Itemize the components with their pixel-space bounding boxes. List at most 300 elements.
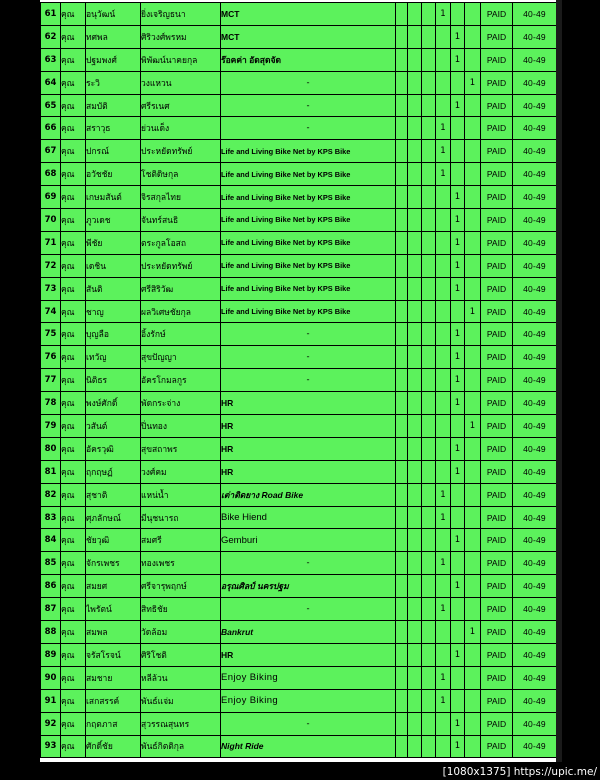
payment-status-cell: PAID [481, 552, 513, 575]
payment-status-cell: PAID [481, 3, 513, 26]
table-row [41, 71, 557, 94]
table-row [41, 460, 557, 483]
category-mark-cell [465, 163, 481, 186]
team-cell: เต่าติดยาง Road Bike [221, 483, 396, 506]
row-number: 62 [41, 25, 61, 48]
row-number: 75 [41, 323, 61, 346]
category-mark-cell [422, 666, 436, 689]
row-number: 86 [41, 575, 61, 598]
category-mark-cell [436, 186, 451, 209]
table-row [41, 575, 557, 598]
title-cell: คุณ [61, 621, 86, 644]
image-host-watermark: [1080x1375] https://upic.me/ [442, 766, 597, 778]
payment-status-cell: PAID [481, 346, 513, 369]
table-row [41, 483, 557, 506]
row-number: 83 [41, 506, 61, 529]
first-name-cell: เสกสรรค์ [86, 689, 141, 712]
last-name-cell: ศิริโชติ [141, 643, 221, 666]
category-mark-cell [436, 735, 451, 758]
first-name-cell: ศุภลักษณ์ [86, 506, 141, 529]
table-row [41, 689, 557, 712]
payment-status-cell: PAID [481, 529, 513, 552]
category-mark-cell [408, 437, 422, 460]
title-cell: คุณ [61, 140, 86, 163]
category-mark-cell: 1 [451, 735, 465, 758]
first-name-cell: กฤตภาส [86, 712, 141, 735]
table-row [41, 3, 557, 26]
category-mark-cell [396, 71, 408, 94]
age-group-cell: 40-49 [513, 140, 557, 163]
category-mark-cell [422, 277, 436, 300]
payment-status-cell: PAID [481, 71, 513, 94]
payment-status-cell: PAID [481, 117, 513, 140]
age-group-cell: 40-49 [513, 735, 557, 758]
payment-status-cell: PAID [481, 209, 513, 232]
category-mark-cell: 1 [451, 323, 465, 346]
row-number: 65 [41, 94, 61, 117]
category-mark-cell [396, 392, 408, 415]
category-mark-cell: 1 [451, 575, 465, 598]
table-row [41, 621, 557, 644]
payment-status-cell: PAID [481, 48, 513, 71]
category-mark-cell [396, 323, 408, 346]
category-mark-cell [451, 163, 465, 186]
category-mark-cell: 1 [436, 689, 451, 712]
payment-status-cell: PAID [481, 140, 513, 163]
category-mark-cell [408, 415, 422, 438]
row-number: 74 [41, 300, 61, 323]
row-number: 84 [41, 529, 61, 552]
category-mark-cell [408, 48, 422, 71]
category-mark-cell [422, 3, 436, 26]
row-number: 71 [41, 231, 61, 254]
category-mark-cell [422, 437, 436, 460]
category-mark-cell: 1 [436, 163, 451, 186]
row-number: 73 [41, 277, 61, 300]
first-name-cell: เทวัญ [86, 346, 141, 369]
team-cell: Bike Hiend [221, 506, 396, 529]
category-mark-cell [465, 712, 481, 735]
title-cell: คุณ [61, 71, 86, 94]
first-name-cell: สมยศ [86, 575, 141, 598]
category-mark-cell [465, 231, 481, 254]
category-mark-cell [465, 323, 481, 346]
participant-table [40, 2, 557, 758]
first-name-cell: ภูวเดช [86, 209, 141, 232]
payment-status-cell: PAID [481, 483, 513, 506]
title-cell: คุณ [61, 506, 86, 529]
category-mark-cell [436, 94, 451, 117]
team-cell: MCT [221, 25, 396, 48]
category-mark-cell [451, 71, 465, 94]
last-name-cell: จันทร์สนธิ [141, 209, 221, 232]
last-name-cell: จิรสกุลไทย [141, 186, 221, 209]
category-mark-cell: 1 [436, 506, 451, 529]
row-number: 80 [41, 437, 61, 460]
title-cell: คุณ [61, 277, 86, 300]
last-name-cell: พิพัฒน์นาคยกุล [141, 48, 221, 71]
category-mark-cell [408, 3, 422, 26]
category-mark-cell [408, 735, 422, 758]
last-name-cell: ศรีจารุพฤกษ์ [141, 575, 221, 598]
table-row [41, 140, 557, 163]
payment-status-cell: PAID [481, 25, 513, 48]
last-name-cell: ประหยัดทรัพย์ [141, 254, 221, 277]
last-name-cell: พัดกระจ่าง [141, 392, 221, 415]
last-name-cell: ประหยัดทรัพย์ [141, 140, 221, 163]
age-group-cell: 40-49 [513, 163, 557, 186]
category-mark-cell [422, 94, 436, 117]
last-name-cell: โชติดิษกุล [141, 163, 221, 186]
team-cell: Life and Living Bike Net by KPS Bike [221, 231, 396, 254]
category-mark-cell [396, 186, 408, 209]
last-name-cell: ย่วนเด็ง [141, 117, 221, 140]
category-mark-cell [408, 643, 422, 666]
category-mark-cell: 1 [465, 621, 481, 644]
category-mark-cell: 1 [451, 25, 465, 48]
table-row [41, 323, 557, 346]
category-mark-cell [451, 552, 465, 575]
row-number: 70 [41, 209, 61, 232]
payment-status-cell: PAID [481, 621, 513, 644]
table-row [41, 209, 557, 232]
last-name-cell: สมศรี [141, 529, 221, 552]
category-mark-cell [422, 598, 436, 621]
title-cell: คุณ [61, 666, 86, 689]
row-number: 64 [41, 71, 61, 94]
category-mark-cell [396, 163, 408, 186]
category-mark-cell [396, 643, 408, 666]
last-name-cell: สุขสถาพร [141, 437, 221, 460]
payment-status-cell: PAID [481, 163, 513, 186]
category-mark-cell [465, 689, 481, 712]
category-mark-cell [408, 575, 422, 598]
table-row [41, 369, 557, 392]
category-mark-cell [422, 48, 436, 71]
category-mark-cell [436, 575, 451, 598]
team-cell: Life and Living Bike Net by KPS Bike [221, 186, 396, 209]
table-row [41, 643, 557, 666]
category-mark-cell: 1 [436, 117, 451, 140]
category-mark-cell [396, 712, 408, 735]
category-mark-cell [465, 346, 481, 369]
category-mark-cell [408, 254, 422, 277]
table-row [41, 277, 557, 300]
first-name-cell: สมบัติ [86, 94, 141, 117]
payment-status-cell: PAID [481, 506, 513, 529]
category-mark-cell [408, 460, 422, 483]
first-name-cell: อวัชชัย [86, 163, 141, 186]
title-cell: คุณ [61, 437, 86, 460]
first-name-cell: จรัสโรจน์ [86, 643, 141, 666]
payment-status-cell: PAID [481, 460, 513, 483]
category-mark-cell [465, 437, 481, 460]
category-mark-cell [436, 209, 451, 232]
category-mark-cell: 1 [451, 437, 465, 460]
team-cell: - [221, 598, 396, 621]
category-mark-cell: 1 [465, 71, 481, 94]
last-name-cell: สุขปัญญา [141, 346, 221, 369]
last-name-cell: สุวรรณสุนทร [141, 712, 221, 735]
category-mark-cell [396, 437, 408, 460]
title-cell: คุณ [61, 369, 86, 392]
first-name-cell: ปฐมพงศ์ [86, 48, 141, 71]
age-group-cell: 40-49 [513, 529, 557, 552]
first-name-cell: ปกรณ์ [86, 140, 141, 163]
category-mark-cell [408, 598, 422, 621]
table-row [41, 506, 557, 529]
title-cell: คุณ [61, 323, 86, 346]
title-cell: คุณ [61, 117, 86, 140]
category-mark-cell [408, 231, 422, 254]
team-cell: - [221, 94, 396, 117]
team-cell: Life and Living Bike Net by KPS Bike [221, 140, 396, 163]
table-row [41, 735, 557, 758]
category-mark-cell [451, 3, 465, 26]
category-mark-cell [465, 552, 481, 575]
category-mark-cell [436, 300, 451, 323]
payment-status-cell: PAID [481, 186, 513, 209]
category-mark-cell [436, 48, 451, 71]
row-number: 92 [41, 712, 61, 735]
category-mark-cell [436, 25, 451, 48]
category-mark-cell [465, 3, 481, 26]
category-mark-cell: 1 [465, 415, 481, 438]
category-mark-cell [422, 254, 436, 277]
category-mark-cell [465, 529, 481, 552]
age-group-cell: 40-49 [513, 186, 557, 209]
title-cell: คุณ [61, 552, 86, 575]
payment-status-cell: PAID [481, 323, 513, 346]
category-mark-cell [465, 735, 481, 758]
table-row [41, 117, 557, 140]
category-mark-cell [408, 71, 422, 94]
table-row [41, 437, 557, 460]
category-mark-cell [408, 689, 422, 712]
category-mark-cell [396, 735, 408, 758]
first-name-cell: อนุวัฒน์ [86, 3, 141, 26]
category-mark-cell [408, 712, 422, 735]
category-mark-cell [408, 25, 422, 48]
team-cell: Life and Living Bike Net by KPS Bike [221, 277, 396, 300]
age-group-cell: 40-49 [513, 117, 557, 140]
category-mark-cell [408, 483, 422, 506]
table-row [41, 48, 557, 71]
category-mark-cell [451, 666, 465, 689]
age-group-cell: 40-49 [513, 392, 557, 415]
last-name-cell: พันธ์กิตติกุล [141, 735, 221, 758]
category-mark-cell [436, 392, 451, 415]
category-mark-cell [465, 598, 481, 621]
category-mark-cell [465, 117, 481, 140]
row-number: 72 [41, 254, 61, 277]
last-name-cell: ผลวิเศษชัยกุล [141, 300, 221, 323]
category-mark-cell [396, 598, 408, 621]
category-mark-cell [451, 621, 465, 644]
title-cell: คุณ [61, 186, 86, 209]
category-mark-cell [408, 346, 422, 369]
category-mark-cell [396, 346, 408, 369]
table-row [41, 231, 557, 254]
category-mark-cell [408, 94, 422, 117]
row-number: 61 [41, 3, 61, 26]
category-mark-cell [422, 231, 436, 254]
age-group-cell: 40-49 [513, 209, 557, 232]
category-mark-cell [408, 323, 422, 346]
first-name-cell: พีชัย [86, 231, 141, 254]
last-name-cell: วงแหวน [141, 71, 221, 94]
age-group-cell: 40-49 [513, 346, 557, 369]
category-mark-cell: 1 [451, 346, 465, 369]
category-mark-cell [396, 209, 408, 232]
category-mark-cell: 1 [451, 712, 465, 735]
category-mark-cell [436, 254, 451, 277]
category-mark-cell [465, 392, 481, 415]
team-cell: Life and Living Bike Net by KPS Bike [221, 300, 396, 323]
age-group-cell: 40-49 [513, 552, 557, 575]
category-mark-cell [396, 25, 408, 48]
category-mark-cell [408, 117, 422, 140]
category-mark-cell [451, 506, 465, 529]
category-mark-cell [396, 483, 408, 506]
last-name-cell: แหน่น้ำ [141, 483, 221, 506]
first-name-cell: ชัยวุฒิ [86, 529, 141, 552]
age-group-cell: 40-49 [513, 254, 557, 277]
last-name-cell: อัครโกมลกูร [141, 369, 221, 392]
age-group-cell: 40-49 [513, 323, 557, 346]
first-name-cell: ฤกฤษฏ์ [86, 460, 141, 483]
first-name-cell: เดชิน [86, 254, 141, 277]
category-mark-cell: 1 [451, 369, 465, 392]
payment-status-cell: PAID [481, 666, 513, 689]
first-name-cell: สมชาย [86, 666, 141, 689]
team-cell: Life and Living Bike Net by KPS Bike [221, 163, 396, 186]
team-cell: Life and Living Bike Net by KPS Bike [221, 254, 396, 277]
category-mark-cell: 1 [436, 666, 451, 689]
category-mark-cell [465, 140, 481, 163]
category-mark-cell [436, 437, 451, 460]
age-group-cell: 40-49 [513, 437, 557, 460]
row-number: 67 [41, 140, 61, 163]
category-mark-cell [422, 323, 436, 346]
age-group-cell: 40-49 [513, 598, 557, 621]
category-mark-cell [396, 529, 408, 552]
age-group-cell: 40-49 [513, 460, 557, 483]
last-name-cell: อิ้งรักษ์ [141, 323, 221, 346]
age-group-cell: 40-49 [513, 643, 557, 666]
category-mark-cell [465, 25, 481, 48]
last-name-cell: ศิริวงศ์พรหม [141, 25, 221, 48]
first-name-cell: สุชาติ [86, 483, 141, 506]
category-mark-cell [396, 575, 408, 598]
category-mark-cell [436, 529, 451, 552]
age-group-cell: 40-49 [513, 94, 557, 117]
last-name-cell: สิทธิชัย [141, 598, 221, 621]
category-mark-cell [408, 209, 422, 232]
row-number: 79 [41, 415, 61, 438]
first-name-cell: ทศพล [86, 25, 141, 48]
title-cell: คุณ [61, 209, 86, 232]
category-mark-cell [465, 460, 481, 483]
category-mark-cell [422, 71, 436, 94]
row-number: 90 [41, 666, 61, 689]
category-mark-cell [422, 300, 436, 323]
category-mark-cell: 1 [436, 552, 451, 575]
row-number: 78 [41, 392, 61, 415]
age-group-cell: 40-49 [513, 25, 557, 48]
team-cell: HR [221, 392, 396, 415]
team-cell: - [221, 552, 396, 575]
category-mark-cell [396, 666, 408, 689]
category-mark-cell: 1 [451, 94, 465, 117]
category-mark-cell [436, 621, 451, 644]
first-name-cell: อัครวุฒิ [86, 437, 141, 460]
category-mark-cell [465, 506, 481, 529]
category-mark-cell [436, 346, 451, 369]
page-edge [556, 0, 562, 762]
row-number: 66 [41, 117, 61, 140]
category-mark-cell [465, 186, 481, 209]
category-mark-cell [451, 140, 465, 163]
category-mark-cell: 1 [436, 483, 451, 506]
team-cell: Gemburi [221, 529, 396, 552]
category-mark-cell [436, 369, 451, 392]
payment-status-cell: PAID [481, 437, 513, 460]
category-mark-cell [396, 689, 408, 712]
last-name-cell: ทองเพชร [141, 552, 221, 575]
category-mark-cell [436, 231, 451, 254]
category-mark-cell: 1 [436, 598, 451, 621]
category-mark-cell [396, 369, 408, 392]
table-row [41, 25, 557, 48]
row-number: 68 [41, 163, 61, 186]
category-mark-cell [422, 392, 436, 415]
category-mark-cell [396, 48, 408, 71]
last-name-cell: ปิ่นทอง [141, 415, 221, 438]
category-mark-cell: 1 [451, 254, 465, 277]
category-mark-cell [408, 186, 422, 209]
row-number: 69 [41, 186, 61, 209]
age-group-cell: 40-49 [513, 277, 557, 300]
age-group-cell: 40-49 [513, 712, 557, 735]
category-mark-cell [422, 529, 436, 552]
category-mark-cell [422, 460, 436, 483]
category-mark-cell [408, 300, 422, 323]
table-row [41, 163, 557, 186]
category-mark-cell [422, 735, 436, 758]
category-mark-cell [422, 163, 436, 186]
category-mark-cell [408, 140, 422, 163]
payment-status-cell: PAID [481, 231, 513, 254]
payment-status-cell: PAID [481, 94, 513, 117]
category-mark-cell [436, 323, 451, 346]
first-name-cell: สราวุธ [86, 117, 141, 140]
category-mark-cell [408, 163, 422, 186]
title-cell: คุณ [61, 735, 86, 758]
category-mark-cell [422, 140, 436, 163]
table-row [41, 666, 557, 689]
category-mark-cell [408, 529, 422, 552]
category-mark-cell [436, 460, 451, 483]
payment-status-cell: PAID [481, 277, 513, 300]
category-mark-cell [465, 209, 481, 232]
last-name-cell: ศรีรเนศ [141, 94, 221, 117]
category-mark-cell [396, 254, 408, 277]
category-mark-cell: 1 [436, 140, 451, 163]
table-row [41, 415, 557, 438]
title-cell: คุณ [61, 48, 86, 71]
team-cell: ร๊อคค่า อัดสุดจัด [221, 48, 396, 71]
